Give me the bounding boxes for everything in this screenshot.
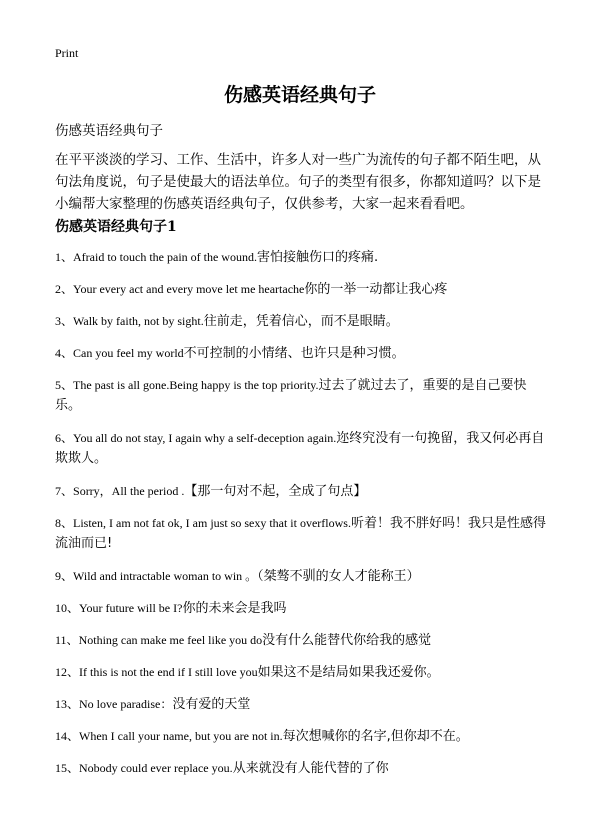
sentence-chinese: 每次想喊你的名字,但你却不在。 — [282, 729, 469, 744]
sentence-chinese: 没有什么能替代你给我的感觉 — [262, 633, 432, 648]
sentence-chinese: 往前走，凭着信心，而不是眼睛。 — [203, 314, 399, 329]
sentence-english: Nobody could ever replace you. — [79, 761, 233, 775]
sentence-number: 3、 — [55, 314, 74, 328]
print-label: Print — [55, 46, 79, 60]
sentence-item — [55, 513, 549, 554]
sentence-chinese: 【那一句对不起，全成了句点】 — [184, 484, 367, 499]
sentence-number: 1、 — [55, 250, 74, 264]
sentence-number: 12、 — [55, 665, 80, 679]
sentence-chinese: 不可控制的小情绪、也许只是种习惯。 — [183, 346, 405, 361]
sentence-english: If this is not the end if I still love you — [79, 665, 258, 679]
sentence-number: 9、 — [55, 569, 74, 583]
sentence-english: Wild and intractable woman to win 。 — [73, 569, 258, 583]
sentence-number: 11、 — [55, 633, 79, 647]
sentence-number: 10、 — [55, 601, 80, 615]
sentence-item — [55, 662, 549, 683]
intro-paragraph: 在平平淡淡的学习、工作、生活中，许多人对一些广为流传的句子都不陌生吧，从句法角度说，句子是使最大的语法单位。句子的类型有很多，你都知道吗？以下是小编帮大家整理的伤感英语经典句子，仅供参考，大家一起来看看吧。 — [55, 152, 541, 212]
sentence-number: 7、 — [55, 484, 74, 498]
sentence-number: 15、 — [55, 761, 80, 775]
sentence-item — [55, 481, 549, 502]
sentence-chinese: 没有爱的天堂 — [172, 697, 251, 712]
sentence-chinese: 迩终究没有一句挽留，我又何必再自欺欺人。 — [55, 431, 545, 466]
sentence-number: 8、 — [55, 516, 74, 530]
sentence-number: 6、 — [55, 431, 74, 445]
sentence-chinese: 如果这不是结局如果我还爱你。 — [257, 665, 440, 680]
sentence-item — [55, 726, 549, 747]
sentence-english: Nothing can make me feel like you do — [78, 633, 263, 647]
sentence-chinese: 听着！我不胖好吗！我只是性感得流油而已! — [55, 516, 546, 551]
sentence-item — [55, 375, 549, 416]
sentence-number: 4、 — [55, 346, 74, 360]
sentence-number: 14、 — [55, 729, 80, 743]
sentence-english: Can you feel my world — [73, 346, 184, 360]
sentence-item — [55, 343, 549, 364]
sentence-chinese: 过去了就过去了，重要的是自己要快乐。 — [55, 378, 527, 413]
sentence-chinese: （桀骜不驯的女人才能称王） — [257, 569, 420, 584]
sentence-english: Walk by faith, not by sight. — [73, 314, 204, 328]
sentence-item — [55, 247, 549, 268]
sentence-number: 5、 — [55, 378, 74, 392]
sentence-english: No love paradise： — [79, 697, 173, 711]
sentence-english: Your future will be I? — [79, 601, 183, 615]
sentence-english: Sorry，All the period . — [73, 484, 185, 498]
sentence-chinese: 你的未来会是我吗 — [182, 601, 287, 616]
sentence-chinese: 从来就没有人能代替的了你 — [232, 761, 389, 776]
sentence-item — [55, 630, 549, 651]
sentence-item — [55, 694, 549, 715]
sentence-number: 13、 — [55, 697, 80, 711]
sentence-item — [55, 758, 549, 779]
sentence-item — [55, 566, 549, 587]
document-subtitle: 伤感英语经典句子 — [55, 123, 163, 139]
sentence-chinese: 害怕接触伤口的疼痛. — [256, 250, 379, 265]
sentence-english: The past is all gone.Being happy is the top priority. — [73, 378, 319, 392]
sentence-number: 2、 — [55, 282, 74, 296]
sentence-list — [55, 247, 549, 790]
section-heading: 伤感英语经典句子1 — [55, 219, 177, 235]
sentence-chinese: 你的一举一动都让我心疼 — [304, 282, 448, 297]
sentence-english: When I call your name, but you are not in. — [79, 729, 283, 743]
sentence-item — [55, 428, 549, 469]
sentence-english: You all do not stay, I again why a self-deception again. — [73, 431, 337, 445]
sentence-english: Your every act and every move let me heartache — [73, 282, 305, 296]
sentence-item — [55, 279, 549, 300]
page-title: 伤感英语经典句子 — [223, 84, 376, 106]
sentence-english: Listen, I am not fat ok, I am just so sexy that it overflows. — [73, 516, 351, 530]
sentence-english: Afraid to touch the pain of the wound. — [73, 250, 257, 264]
sentence-item — [55, 598, 549, 619]
sentence-item — [55, 311, 549, 332]
